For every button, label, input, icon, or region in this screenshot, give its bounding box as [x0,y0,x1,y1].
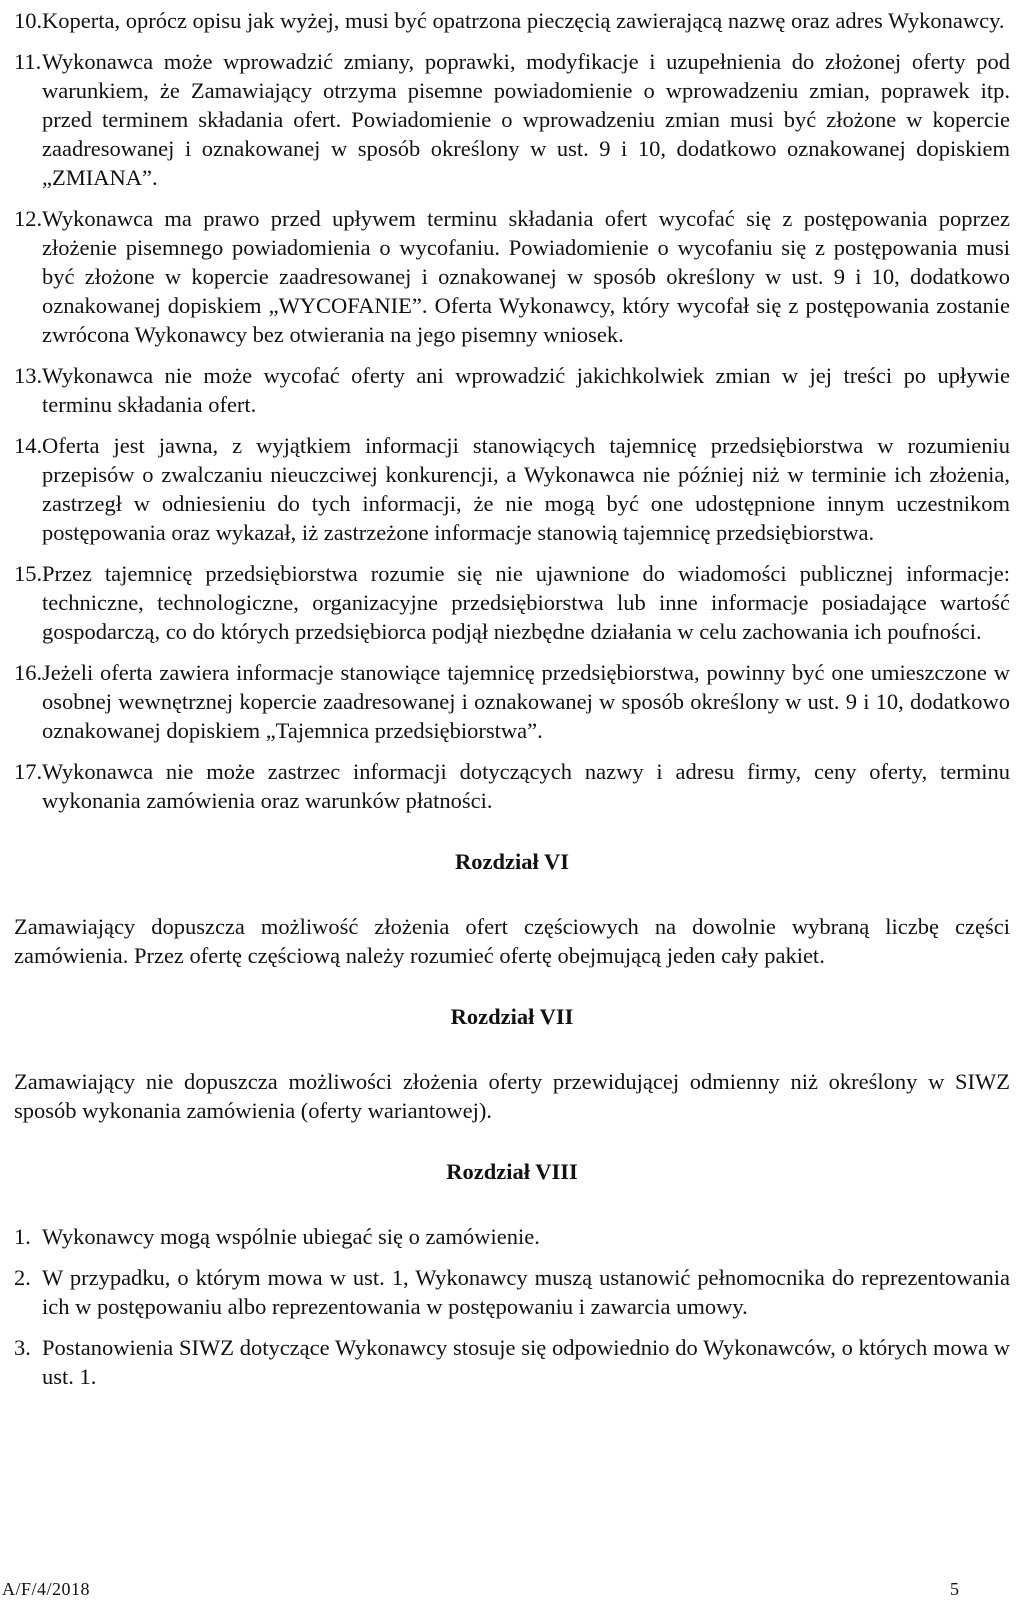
item-number: 2. [14,1265,31,1290]
item-number: 1. [14,1224,31,1249]
chapter-heading: Rozdział VII [450,1004,574,1029]
chapter-heading: Rozdział VI [455,849,569,874]
item-number: 10. [14,8,43,33]
list-item [14,1333,1010,1391]
list-item [14,559,1010,646]
document-page [14,6,1010,1403]
document-code: A/F/4/2018 [2,1579,91,1599]
item-number: 12. [14,206,43,231]
item-text: Wykonawca ma prawo przed upływem terminu składania ofert wycofać się z postępowania poprzez złożenie pisemnego powiadomienia o wycofaniu. Powiadomienie o wycofaniu się z postępowania musi być złożone w kopercie zaadresowanej i oznakowanej w sposób określony w ust. 9 i 10, dodatkowo oznakowanej dopiskiem „WYCOFANIE”. Oferta Wykonawcy, który wycofał się z postępowania zostanie zwrócona Wykonawcy bez otwierania na jego pisemny wniosek. [42,206,1010,347]
item-text: Wykonawcy mogą wspólnie ubiegać się o zamówienie. [42,1224,540,1249]
item-text: Jeżeli oferta zawiera informacje stanowiące tajemnicę przedsiębiorstwa, powinny być one umieszczone w osobnej wewnętrznej kopercie zaadresowanej i oznakowanej w sposób określony w ust. 9 i 10, dodatkowo oznakowanej dopiskiem „Tajemnica przedsiębiorstwa”. [42,660,1010,743]
list-item [14,1222,1010,1251]
chapter-paragraph: Zamawiający dopuszcza możliwość złożenia ofert częściowych na dowolnie wybraną liczbę części zamówienia. Przez ofertę częściową należy rozumieć ofertę obejmującą jeden cały pakiet. [14,914,1010,968]
item-number: 15. [14,561,43,586]
item-text: Koperta, oprócz opisu jak wyżej, musi być opatrzona pieczęcią zawierającą nazwę oraz adres Wykonawcy. [42,8,1005,33]
page-number: 5 [950,1579,959,1599]
list-item [14,361,1010,419]
list-item [14,431,1010,547]
list-item [14,6,1010,35]
list-item [14,757,1010,815]
item-text: W przypadku, o którym mowa w ust. 1, Wykonawcy muszą ustanowić pełnomocnika do reprezentowania ich w postępowaniu albo reprezentowania w postępowaniu i zawarcia umowy. [42,1265,1010,1319]
chapter-paragraph: Zamawiający nie dopuszcza możliwości złożenia oferty przewidującej odmienny niż określony w SIWZ sposób wykonania zamówienia (oferty wariantowej). [14,1069,1010,1123]
item-text: Wykonawca może wprowadzić zmiany, poprawki, modyfikacje i uzupełnienia do złożonej oferty pod warunkiem, że Zamawiający otrzyma pisemne powiadomienie o wprowadzeniu zmian, poprawek itp. przed terminem składania ofert. Powiadomienie o wprowadzeniu zmian musi być złożone w kopercie zaadresowanej i oznakowanej w sposób określony w ust. 9 i 10, dodatkowo oznakowanej dopiskiem „ZMIANA”. [42,49,1010,190]
list-item [14,1263,1010,1321]
item-number: 14. [14,433,43,458]
item-text: Wykonawca nie może wycofać oferty ani wprowadzić jakichkolwiek zmian w jej treści po upływie terminu składania ofert. [42,363,1010,417]
item-text: Postanowienia SIWZ dotyczące Wykonawcy stosuje się odpowiednio do Wykonawców, o których mowa w ust. 1. [42,1335,1010,1389]
item-text: Przez tajemnicę przedsiębiorstwa rozumie się nie ujawnione do wiadomości publicznej informacje: techniczne, technologiczne, organizacyjne przedsiębiorstwa lub inne informacje posiadające wartość gospodarczą, co do których przedsiębiorca podjął niezbędne działania w celu zachowania ich poufności. [42,561,1010,644]
item-number: 13. [14,363,43,388]
item-number: 16. [14,660,43,685]
list-item [14,47,1010,192]
list-item [14,204,1010,349]
item-number: 11. [14,49,42,74]
item-text: Oferta jest jawna, z wyjątkiem informacji stanowiących tajemnicę przedsiębiorstwa w rozumieniu przepisów o zwalczaniu nieuczciwej konkurencji, a Wykonawca nie później niż w terminie ich złożenia, zastrzegł w odniesieniu do tych informacji, że nie mogą być one udostępnione innym uczestnikom postępowania oraz wykazał, iż zastrzeżone informacje stanowią tajemnicę przedsiębiorstwa. [42,433,1010,545]
item-number: 3. [14,1335,31,1360]
item-text: Wykonawca nie może zastrzec informacji dotyczących nazwy i adresu firmy, ceny oferty, terminu wykonania zamówienia oraz warunków płatności. [42,759,1010,813]
list-item [14,658,1010,745]
item-number: 17. [14,759,43,784]
chapter-heading: Rozdział VIII [446,1159,578,1184]
